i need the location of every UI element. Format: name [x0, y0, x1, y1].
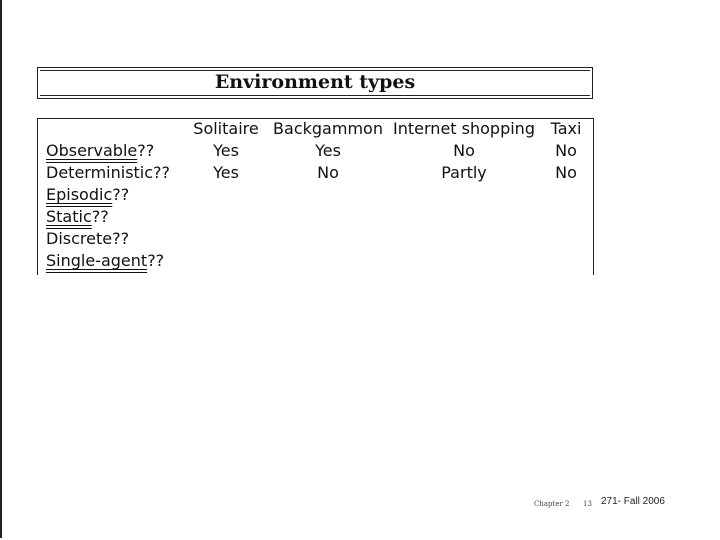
table-cell: No [555, 163, 577, 182]
table-cell: Yes [213, 163, 239, 182]
column-header-internet-shopping: Internet shopping [393, 119, 535, 138]
footer-course: 271- Fall 2006 [601, 496, 665, 507]
row-label-suffix: ?? [91, 207, 109, 226]
row-label-observable[interactable] [46, 141, 154, 160]
footer-chapter: Chapter 2 [534, 500, 570, 508]
footer-page-number: 13 [583, 500, 592, 508]
row-label-link[interactable]: Episodic [46, 185, 113, 204]
row-label-suffix: ?? [147, 251, 165, 270]
row-label-static[interactable] [46, 207, 109, 226]
column-header-taxi: Taxi [550, 119, 582, 138]
table-cell: Yes [213, 141, 239, 160]
row-label-link[interactable]: Single-agent [46, 251, 148, 270]
environment-table [37, 118, 594, 275]
table-cell: Yes [315, 141, 341, 160]
row-label-episodic[interactable] [46, 185, 129, 204]
column-header-solitaire: Solitaire [193, 119, 259, 138]
row-label-suffix: ?? [153, 163, 171, 182]
row-label-deterministic [46, 163, 170, 182]
title-box [37, 67, 593, 99]
row-label-suffix: ?? [137, 141, 155, 160]
row-label-link[interactable]: Static [46, 207, 92, 226]
table-cell: No [555, 141, 577, 160]
row-label-discrete [46, 229, 129, 248]
row-label-suffix: ?? [112, 185, 130, 204]
row-label-suffix: ?? [112, 229, 130, 248]
row-label-text: Deterministic [46, 163, 154, 182]
row-label-text: Discrete [46, 229, 113, 248]
table-cell: No [453, 141, 475, 160]
table-cell: No [317, 163, 339, 182]
row-label-link[interactable]: Observable [46, 141, 138, 160]
slide-title: Environment types [214, 71, 416, 93]
column-header-backgammon: Backgammon [273, 119, 383, 138]
row-label-single-agent[interactable] [46, 251, 164, 270]
table-cell: Partly [441, 163, 487, 182]
